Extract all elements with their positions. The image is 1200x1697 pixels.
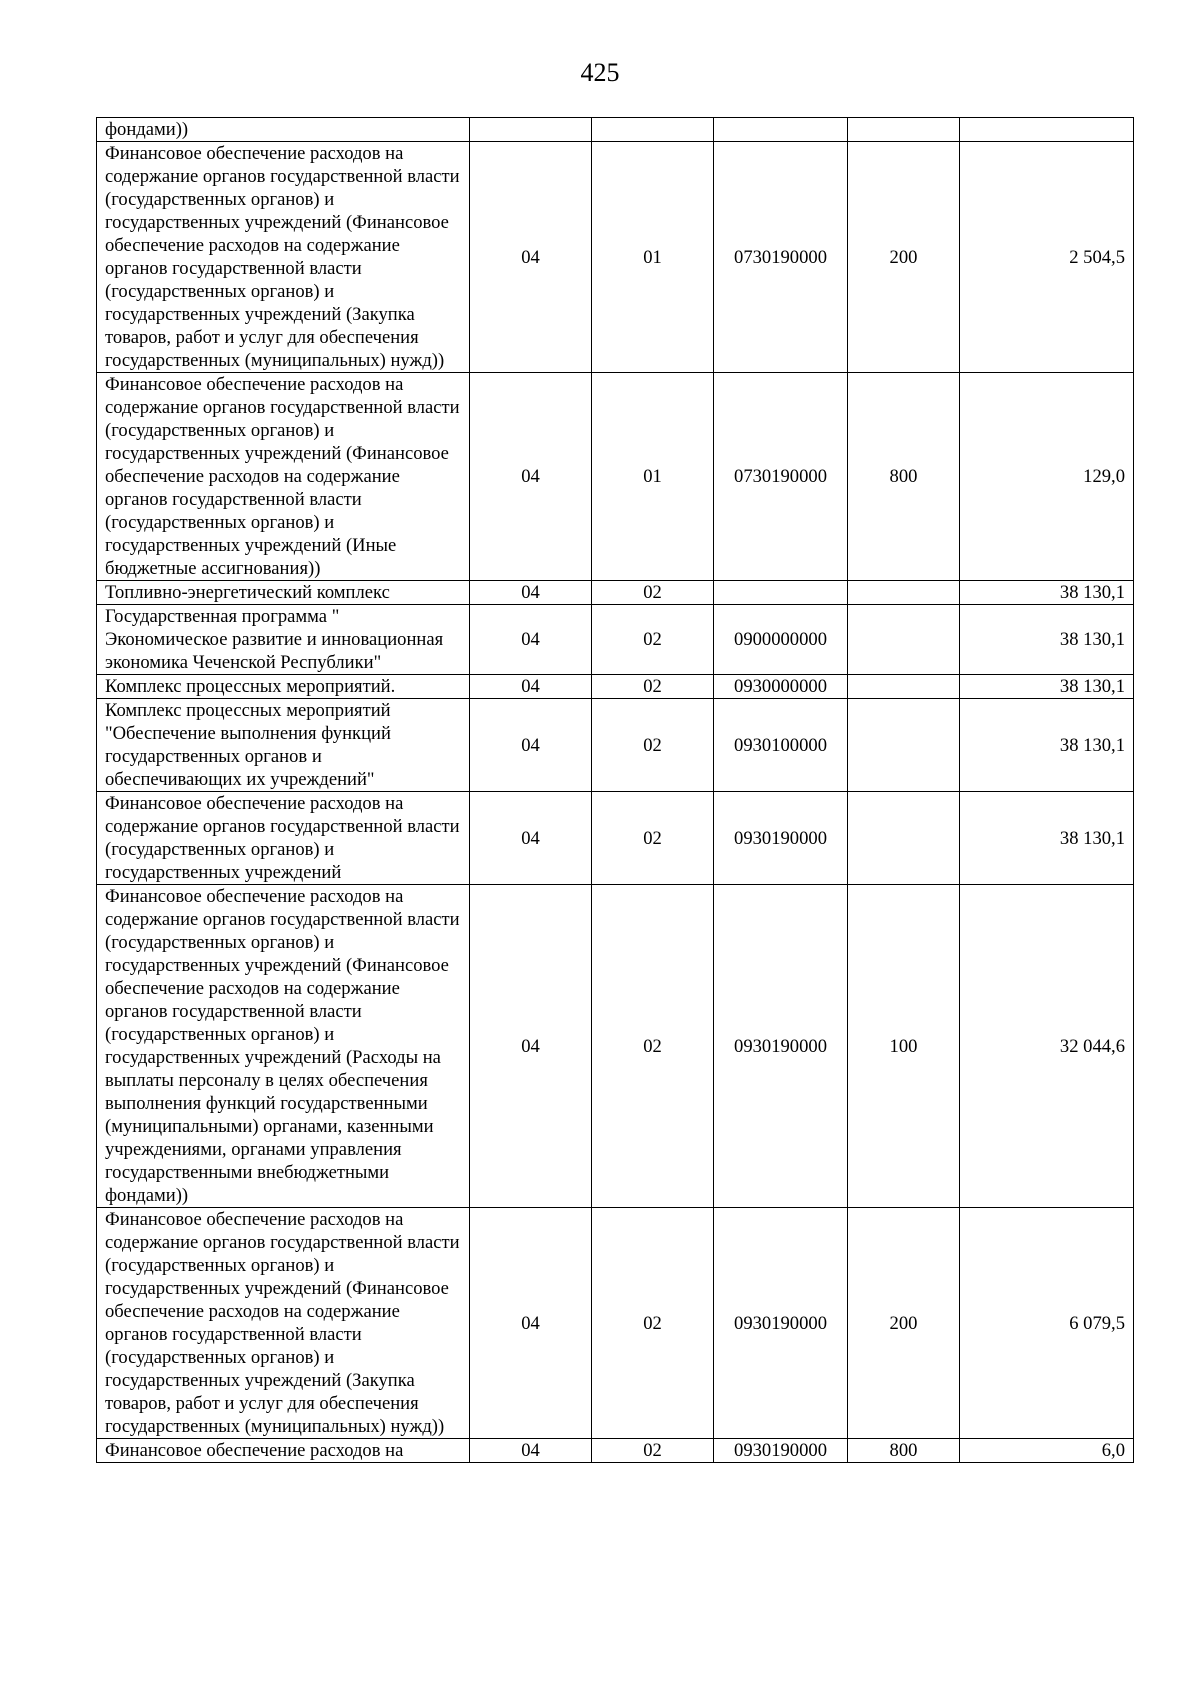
- cell-section: 04: [470, 1439, 592, 1463]
- cell-target-article: 0730190000: [714, 142, 848, 373]
- cell-amount: 38 130,1: [960, 675, 1134, 699]
- cell-expense-type: [848, 118, 960, 142]
- cell-section: 04: [470, 699, 592, 792]
- cell-section: 04: [470, 885, 592, 1208]
- cell-name: Комплекс процессных мероприятий "Обеспечение выполнения функций государственных органов и обеспечивающих их учреждений": [97, 699, 470, 792]
- cell-name: Государственная программа " Экономическое развитие и инновационная экономика Чеченской Республики": [97, 605, 470, 675]
- cell-target-article: 0930100000: [714, 699, 848, 792]
- cell-amount: 32 044,6: [960, 885, 1134, 1208]
- cell-section: [470, 118, 592, 142]
- table-row: [97, 792, 1134, 885]
- table-row: [97, 581, 1134, 605]
- cell-section: 04: [470, 373, 592, 581]
- cell-target-article: 0730190000: [714, 373, 848, 581]
- cell-name: фондами)): [97, 118, 470, 142]
- cell-target-article: 0930190000: [714, 1208, 848, 1439]
- cell-section: 04: [470, 1208, 592, 1439]
- table-row: [97, 142, 1134, 373]
- table-row: [97, 1208, 1134, 1439]
- cell-section: 04: [470, 675, 592, 699]
- cell-name: Финансовое обеспечение расходов на содержание органов государственной власти (государственных органов) и государственных учреждений (Финансовое обеспечение расходов на содержание органов государственной власти (государственных органов) и государственных учреждений (Закупка товаров, работ и услуг для обеспечения государственных (муниципальных) нужд)): [97, 142, 470, 373]
- cell-amount: 2 504,5: [960, 142, 1134, 373]
- cell-section: 04: [470, 792, 592, 885]
- cell-name: Финансовое обеспечение расходов на содержание органов государственной власти (государственных органов) и государственных учреждений: [97, 792, 470, 885]
- cell-name: Комплекс процессных мероприятий.: [97, 675, 470, 699]
- cell-expense-type: 800: [848, 373, 960, 581]
- cell-target-article: 0930190000: [714, 1439, 848, 1463]
- cell-expense-type: [848, 699, 960, 792]
- table-row: [97, 675, 1134, 699]
- cell-amount: 38 130,1: [960, 581, 1134, 605]
- cell-subsection: 02: [592, 1439, 714, 1463]
- cell-amount: [960, 118, 1134, 142]
- cell-amount: 38 130,1: [960, 605, 1134, 675]
- cell-target-article: 0930190000: [714, 792, 848, 885]
- cell-target-article: 0930190000: [714, 885, 848, 1208]
- cell-section: 04: [470, 605, 592, 675]
- cell-subsection: 02: [592, 605, 714, 675]
- cell-subsection: 02: [592, 792, 714, 885]
- cell-name: Финансовое обеспечение расходов на содержание органов государственной власти (государственных органов) и государственных учреждений (Финансовое обеспечение расходов на содержание органов государственной власти (государственных органов) и государственных учреждений (Иные бюджетные ассигнования)): [97, 373, 470, 581]
- cell-subsection: 01: [592, 373, 714, 581]
- cell-expense-type: 200: [848, 142, 960, 373]
- cell-name: Финансовое обеспечение расходов на: [97, 1439, 470, 1463]
- table-row: [97, 605, 1134, 675]
- cell-expense-type: [848, 605, 960, 675]
- table-row: [97, 373, 1134, 581]
- cell-name: Топливно-энергетический комплекс: [97, 581, 470, 605]
- cell-subsection: [592, 118, 714, 142]
- cell-section: 04: [470, 581, 592, 605]
- cell-expense-type: 100: [848, 885, 960, 1208]
- cell-target-article: 0900000000: [714, 605, 848, 675]
- table-row: [97, 885, 1134, 1208]
- cell-target-article: 0930000000: [714, 675, 848, 699]
- cell-expense-type: [848, 792, 960, 885]
- cell-amount: 6 079,5: [960, 1208, 1134, 1439]
- cell-amount: 38 130,1: [960, 699, 1134, 792]
- table-row: [97, 699, 1134, 792]
- cell-subsection: 02: [592, 885, 714, 1208]
- cell-amount: 6,0: [960, 1439, 1134, 1463]
- cell-name: Финансовое обеспечение расходов на содержание органов государственной власти (государственных органов) и государственных учреждений (Финансовое обеспечение расходов на содержание органов государственной власти (государственных органов) и государственных учреждений (Закупка товаров, работ и услуг для обеспечения государственных (муниципальных) нужд)): [97, 1208, 470, 1439]
- cell-name: Финансовое обеспечение расходов на содержание органов государственной власти (государственных органов) и государственных учреждений (Финансовое обеспечение расходов на содержание органов государственной власти (государственных органов) и государственных учреждений (Расходы на выплаты персоналу в целях обеспечения выполнения функций государственными (муниципальными) органами, казенными учреждениями, органами управления государственными внебюджетными фондами)): [97, 885, 470, 1208]
- cell-amount: 129,0: [960, 373, 1134, 581]
- page-number: 425: [580, 58, 620, 87]
- cell-subsection: 02: [592, 581, 714, 605]
- cell-subsection: 01: [592, 142, 714, 373]
- budget-table: [96, 117, 1134, 1463]
- cell-amount: 38 130,1: [960, 792, 1134, 885]
- table-row: [97, 1439, 1134, 1463]
- cell-target-article: [714, 118, 848, 142]
- table-row: [97, 118, 1134, 142]
- cell-expense-type: [848, 581, 960, 605]
- cell-target-article: [714, 581, 848, 605]
- cell-subsection: 02: [592, 675, 714, 699]
- cell-expense-type: 200: [848, 1208, 960, 1439]
- cell-expense-type: 800: [848, 1439, 960, 1463]
- cell-expense-type: [848, 675, 960, 699]
- cell-subsection: 02: [592, 1208, 714, 1439]
- cell-subsection: 02: [592, 699, 714, 792]
- cell-section: 04: [470, 142, 592, 373]
